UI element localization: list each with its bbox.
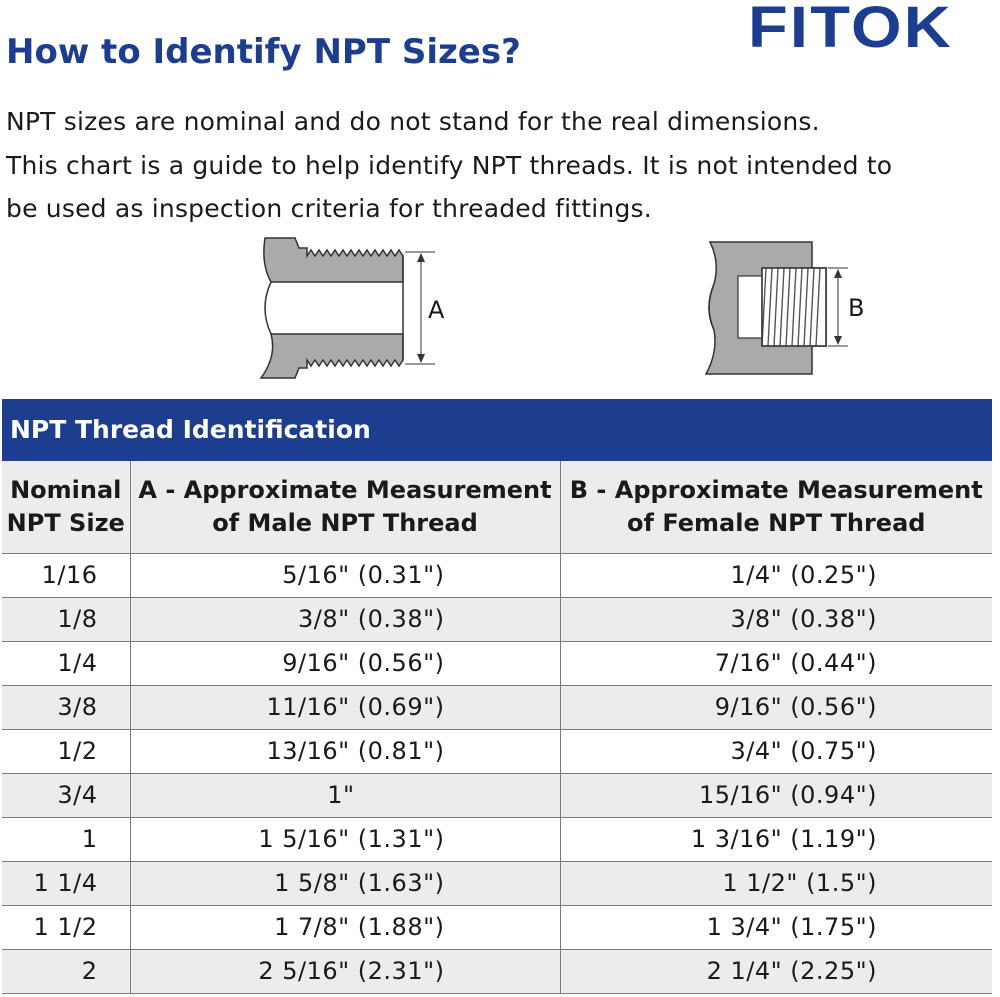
table-row	[2, 554, 992, 598]
cell-male: 11/16" (0.69")	[130, 686, 560, 730]
npt-thread-table	[2, 461, 992, 994]
cell-female: 15/16" (0.94")	[560, 774, 992, 818]
intro-text	[6, 100, 996, 231]
intro-line-3: be used as inspection criteria for threaded fittings.	[6, 194, 652, 223]
fitok-logo: FITOK	[748, 0, 953, 60]
cell-size: 1/2	[2, 730, 130, 774]
cell-male: 5/16" (0.31")	[130, 554, 560, 598]
col-header-male	[130, 461, 560, 554]
table-title: NPT Thread Identification	[2, 399, 992, 461]
cell-female: 3/8" (0.38")	[560, 598, 992, 642]
cell-female: 1 1/2" (1.5")	[560, 862, 992, 906]
cell-size: 1 1/4	[2, 862, 130, 906]
cell-female: 7/16" (0.44")	[560, 642, 992, 686]
cell-size: 1 1/2	[2, 906, 130, 950]
cell-female: 1/4" (0.25")	[560, 554, 992, 598]
cell-size: 3/8	[2, 686, 130, 730]
table-row	[2, 686, 992, 730]
female-npt-diagram	[700, 238, 860, 380]
cell-male: 1 5/16" (1.31")	[130, 818, 560, 862]
cell-female: 1 3/4" (1.75")	[560, 906, 992, 950]
cell-size: 1/8	[2, 598, 130, 642]
cell-male: 2 5/16" (2.31")	[130, 950, 560, 994]
cell-size: 2	[2, 950, 130, 994]
page-title: How to Identify NPT Sizes?	[6, 32, 521, 72]
col-header-male-line1: A - Approximate Measurement	[138, 476, 552, 504]
table-row	[2, 818, 992, 862]
table-row	[2, 642, 992, 686]
table-row	[2, 862, 992, 906]
table-row	[2, 774, 992, 818]
cell-male: 9/16" (0.56")	[130, 642, 560, 686]
female-dimension-label: B	[848, 294, 865, 322]
table-row	[2, 598, 992, 642]
col-header-nominal	[2, 461, 130, 554]
npt-table	[2, 399, 992, 994]
table-row	[2, 730, 992, 774]
cell-male: 3/8" (0.38")	[130, 598, 560, 642]
cell-male: 13/16" (0.81")	[130, 730, 560, 774]
cell-male: 1 5/8" (1.63")	[130, 862, 560, 906]
intro-line-2: This chart is a guide to help identify NPT threads. It is not intended to	[6, 150, 893, 180]
cell-size: 3/4	[2, 774, 130, 818]
cell-female: 1 3/16" (1.19")	[560, 818, 992, 862]
col-header-female-line2: of Female NPT Thread	[627, 509, 926, 537]
cell-size: 1	[2, 818, 130, 862]
intro-line-1: NPT sizes are nominal and do not stand for the real dimensions.	[6, 107, 820, 136]
table-row	[2, 906, 992, 950]
col-header-nominal-line1: Nominal	[10, 476, 122, 504]
col-header-male-line2: of Male NPT Thread	[212, 509, 478, 537]
cell-male: 1 7/8" (1.88")	[130, 906, 560, 950]
cell-size: 1/16	[2, 554, 130, 598]
table-row	[2, 950, 992, 994]
cell-female: 2 1/4" (2.25")	[560, 950, 992, 994]
cell-size: 1/4	[2, 642, 130, 686]
cell-male: 1"	[130, 774, 560, 818]
col-header-nominal-line2: NPT Size	[6, 509, 125, 537]
col-header-female-line1: B - Approximate Measurement	[569, 476, 983, 504]
cell-female: 3/4" (0.75")	[560, 730, 992, 774]
table-header-row	[2, 461, 992, 554]
col-header-female	[560, 461, 992, 554]
cell-female: 9/16" (0.56")	[560, 686, 992, 730]
male-dimension-label: A	[428, 296, 445, 324]
